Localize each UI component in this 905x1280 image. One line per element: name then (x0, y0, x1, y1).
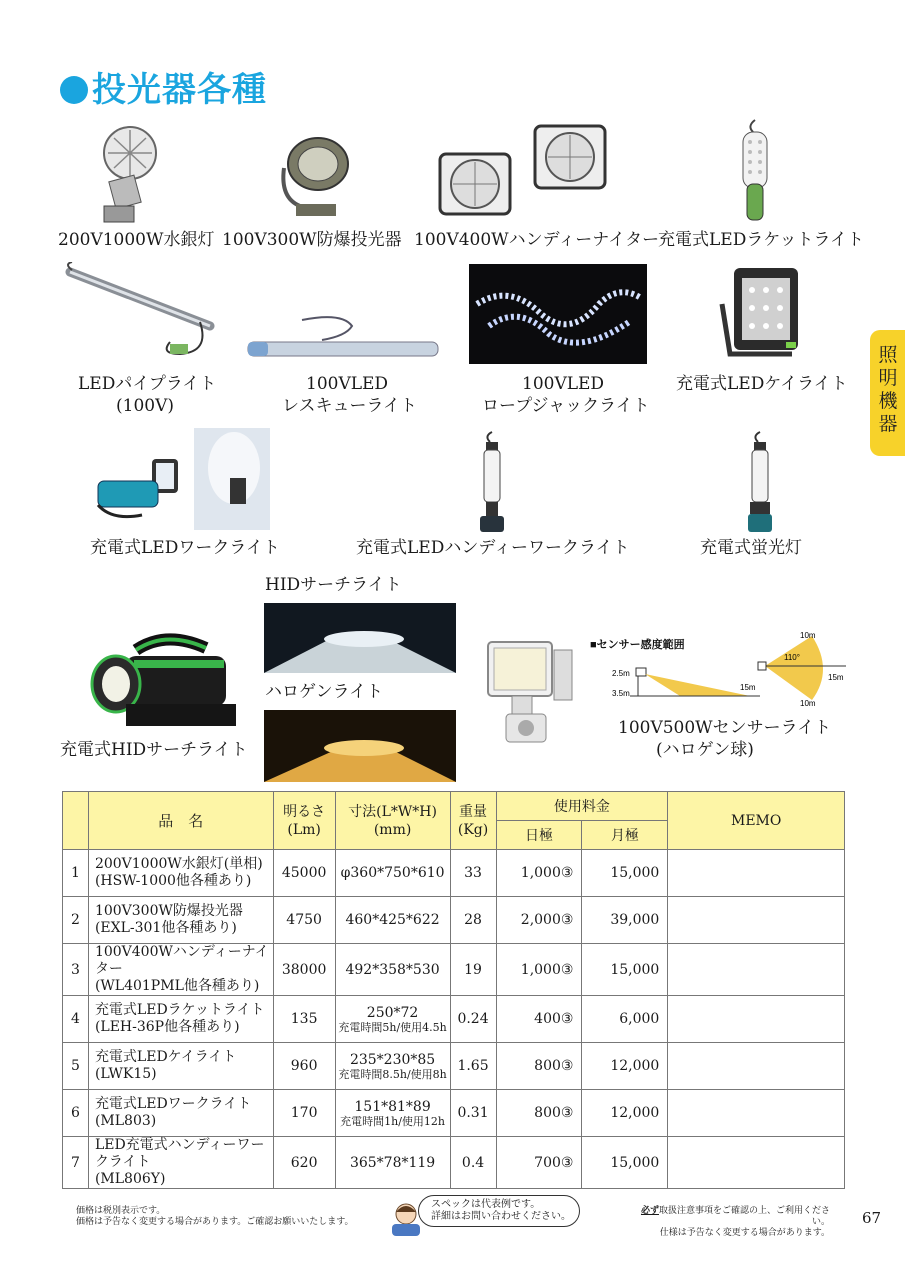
row-weight (450, 996, 496, 1043)
row-weight-text: 33 (464, 865, 482, 881)
table-row (63, 1137, 845, 1189)
row-name-line2: (LEH-36P他各種あり) (94, 1019, 240, 1035)
sensor-distance: 15m (740, 683, 756, 692)
caption-rescue-light-sub: レスキューライト (282, 396, 417, 416)
table-row (63, 996, 845, 1043)
row-brightness-text: 620 (290, 1154, 318, 1171)
rope-light-photo (469, 264, 647, 364)
caption-rescue-light: 100VLED (306, 374, 389, 394)
row-name (88, 897, 273, 944)
row-number-text: 5 (71, 1058, 80, 1074)
row-name (88, 1090, 273, 1137)
row-brightness-text: 38000 (281, 961, 327, 978)
header-no (63, 792, 89, 850)
row-day-fee (496, 1090, 582, 1137)
row-name-line1: 充電式LEDワークライト (94, 1096, 252, 1112)
row-brightness-text: 170 (290, 1105, 318, 1121)
hid-search-light-photo (264, 603, 456, 673)
halogen-light-photo (264, 710, 456, 782)
row-day-fee (496, 1043, 582, 1090)
row-size-note: 充電時間8.5h/使用8h (338, 1067, 447, 1081)
table-row (63, 897, 845, 944)
row-memo (668, 1090, 845, 1137)
row-name-line1: 200V1000W水銀灯(単相) (94, 856, 263, 872)
sensor-radius-mid: 15m (828, 673, 844, 682)
row-size (335, 996, 450, 1043)
caption-halogen-light: ハロゲンライト (265, 682, 384, 702)
row-memo (668, 1043, 845, 1090)
header-memo: MEMO (668, 792, 845, 850)
row-weight-text: 0.31 (457, 1105, 489, 1121)
row-size (335, 944, 450, 996)
sensor-height-1: 2.5m (612, 669, 630, 678)
footer-price-note: 価格は予告なく変更する場合があります。ご確認お願いいたします。 (76, 1217, 354, 1227)
row-number-text: 6 (71, 1105, 80, 1121)
row-size-text: φ360*750*610 (340, 865, 445, 881)
row-day-fee-text: 1,000③ (520, 865, 574, 881)
table-row (63, 1090, 845, 1137)
row-name-line1: LED充電式ハンディーワークライト (94, 1137, 265, 1170)
row-memo (668, 1137, 845, 1189)
row-day-fee-text: 800③ (534, 1058, 574, 1074)
row-brightness-text: 135 (290, 1011, 318, 1027)
row-day-fee-text: 1,000③ (520, 961, 574, 978)
row-number (63, 1137, 89, 1189)
row-brightness (273, 996, 335, 1043)
footer-caution-text: 取扱注意事項をご確認の上、ご利用ください。 (658, 1206, 830, 1227)
row-weight (450, 1090, 496, 1137)
row-number-text: 4 (71, 1011, 80, 1027)
header-name: 品 名 (88, 792, 273, 850)
page-title: 投光器各種 (60, 62, 267, 111)
row-day-fee-text: 2,000③ (520, 912, 574, 928)
row-number-text: 2 (71, 912, 80, 928)
row-memo (668, 850, 845, 897)
row-name (88, 944, 273, 996)
caption-mercury-lamp: 200V1000W水銀灯 (58, 230, 215, 250)
caption-pipe-light-sub: (100V) (116, 396, 174, 416)
caption-racket-light: 充電式LEDラケットライト (658, 230, 864, 250)
row-name (88, 996, 273, 1043)
row-number (63, 1090, 89, 1137)
row-memo (668, 996, 845, 1043)
row-size-text: 492*358*530 (345, 961, 440, 978)
row-month-fee-text: 15,000 (610, 961, 660, 978)
row-name-line1: 充電式LEDケイライト (94, 1049, 237, 1065)
row-brightness (273, 1043, 335, 1090)
row-size-text: 235*230*85 (349, 1051, 436, 1068)
row-weight (450, 944, 496, 996)
row-size-text: 250*72 (366, 1004, 419, 1021)
row-name-line1: 充電式LEDラケットライト (94, 1002, 265, 1018)
row-name-line2: (ML803) (94, 1113, 157, 1129)
rescue-light-image (242, 312, 442, 372)
footer-caution (624, 1206, 830, 1228)
row-name-line2: (LWK15) (94, 1066, 157, 1082)
row-month-fee-text: 15,000 (610, 1154, 660, 1171)
row-brightness (273, 1090, 335, 1137)
row-weight (450, 850, 496, 897)
row-month-fee-text: 12,000 (610, 1058, 660, 1074)
header-day: 日極 (496, 821, 582, 850)
table-row (63, 1043, 845, 1090)
caption-rope-light: 100VLED (522, 374, 605, 394)
header-brightness: 明るさ (Lm) (273, 792, 335, 850)
row-number (63, 897, 89, 944)
header-size: 寸法(L*W*H) (mm) (335, 792, 450, 850)
row-month-fee-text: 39,000 (610, 912, 660, 928)
caption-rechargeable-hid: 充電式HIDサーチライト (60, 740, 248, 760)
row-brightness (273, 850, 335, 897)
row-brightness (273, 897, 335, 944)
row-day-fee (496, 897, 582, 944)
row-month-fee-text: 12,000 (610, 1105, 660, 1121)
caption-kei-light: 充電式LEDケイライト (676, 374, 848, 394)
led-work-light-image (92, 455, 182, 525)
sensor-radius-bottom: 10m (800, 699, 816, 708)
caption-work-light: 充電式LEDワークライト (90, 538, 280, 558)
row-month-fee (582, 850, 668, 897)
row-number-text: 3 (71, 961, 80, 978)
spec-table (62, 791, 845, 1189)
row-memo (668, 944, 845, 996)
row-size (335, 897, 450, 944)
spec-speech-bubble (418, 1195, 580, 1227)
row-weight-text: 19 (464, 961, 482, 978)
footer-caution-emphasis: 必ず (640, 1206, 659, 1216)
footer-tax-note: 価格は税別表示です。 (76, 1206, 166, 1216)
bullet-icon (60, 76, 88, 104)
footer-spec-note: 仕様は予告なく変更する場合があります。 (659, 1228, 830, 1238)
row-name (88, 1043, 273, 1090)
row-weight-text: 0.4 (461, 1154, 485, 1171)
row-weight-text: 0.24 (457, 1011, 489, 1027)
row-day-fee-text: 400③ (534, 1011, 574, 1027)
caption-handy-nighter: 100V400Wハンディーナイター (414, 230, 660, 250)
row-name-line2: (ML806Y) (94, 1171, 166, 1187)
row-size-note: 充電時間1h/使用12h (340, 1114, 446, 1128)
row-day-fee (496, 996, 582, 1043)
row-brightness (273, 1137, 335, 1189)
table-row (63, 944, 845, 996)
row-number-text: 7 (71, 1154, 80, 1171)
mercury-lamp-image (90, 118, 170, 228)
caption-sensor-light: 100V500Wセンサーライト (618, 718, 832, 738)
row-name-line2: (EXL-301他各種あり) (94, 920, 237, 936)
sensor-diagram-title: ■センサー感度範囲 (590, 639, 685, 651)
caption-sensor-light-sub: (ハロゲン球) (656, 740, 754, 760)
row-day-fee-text: 800③ (534, 1105, 574, 1121)
row-size-text: 365*78*119 (349, 1154, 436, 1171)
header-month: 月極 (582, 821, 668, 850)
caption-pipe-light: LEDパイプライト (78, 374, 217, 394)
led-kei-light-image (712, 264, 802, 364)
sensor-range-diagram (590, 630, 850, 710)
sensor-height-2: 3.5m (612, 689, 630, 698)
sensor-angle: 110° (784, 653, 800, 662)
row-number (63, 996, 89, 1043)
handy-nighter-image (435, 118, 615, 218)
row-weight (450, 1137, 496, 1189)
caption-handy-work-light: 充電式LEDハンディーワークライト (356, 538, 630, 558)
row-size (335, 1090, 450, 1137)
row-brightness-text: 45000 (281, 865, 327, 881)
row-month-fee (582, 1137, 668, 1189)
row-month-fee-text: 15,000 (610, 865, 660, 881)
table-row (63, 850, 845, 897)
section-tab-label: 照明機器 (878, 344, 898, 435)
row-size-text: 460*425*622 (345, 912, 440, 928)
row-day-fee (496, 850, 582, 897)
row-month-fee (582, 1043, 668, 1090)
row-name-line2: (HSW-1000他各種あり) (94, 873, 252, 889)
row-weight (450, 897, 496, 944)
row-number (63, 944, 89, 996)
row-name (88, 1137, 273, 1189)
row-number (63, 850, 89, 897)
led-pipe-light-image (60, 262, 220, 362)
row-month-fee (582, 1090, 668, 1137)
row-name-line1: 100V400Wハンディーナイター (94, 944, 269, 977)
footer-note-right (624, 1206, 830, 1239)
section-tab[interactable] (870, 330, 905, 456)
caption-explosion-proof: 100V300W防爆投光器 (222, 230, 402, 250)
led-handy-work-light-image (472, 430, 512, 534)
row-brightness (273, 944, 335, 996)
led-racket-light-image (735, 118, 775, 222)
row-brightness-text: 960 (290, 1058, 318, 1074)
row-month-fee (582, 897, 668, 944)
row-day-fee (496, 944, 582, 996)
row-number-text: 1 (71, 865, 80, 881)
hid-search-light-image (86, 630, 246, 734)
row-name-line1: 100V300W防爆投光器 (94, 903, 243, 919)
row-size (335, 850, 450, 897)
row-day-fee (496, 1137, 582, 1189)
row-day-fee-text: 700③ (534, 1154, 574, 1171)
row-size-text: 151*81*89 (354, 1098, 431, 1115)
caption-fluorescent: 充電式蛍光灯 (700, 538, 802, 558)
row-number (63, 1043, 89, 1090)
row-month-fee (582, 996, 668, 1043)
page-number: 67 (862, 1209, 882, 1227)
row-weight (450, 1043, 496, 1090)
row-size (335, 1137, 450, 1189)
caption-hid-search-light: HIDサーチライト (265, 575, 402, 595)
row-name (88, 850, 273, 897)
work-light-usage-photo (194, 428, 270, 530)
row-weight-text: 28 (464, 912, 482, 928)
sensor-radius-top: 10m (800, 631, 816, 640)
bubble-line-2: 詳細はお問い合わせください。 (431, 1211, 571, 1222)
bubble-line-1: スペックは代表例です。 (431, 1199, 541, 1210)
row-size (335, 1043, 450, 1090)
row-memo (668, 897, 845, 944)
row-month-fee (582, 944, 668, 996)
row-month-fee-text: 6,000 (619, 1011, 660, 1027)
row-size-note: 充電時間5h/使用4.5h (338, 1020, 447, 1034)
fluorescent-light-image (740, 430, 780, 534)
row-weight-text: 1.65 (457, 1058, 489, 1074)
sensor-light-image (484, 636, 576, 746)
explosion-proof-floodlight-image (270, 128, 360, 223)
header-weight: 重量 (Kg) (450, 792, 496, 850)
header-fee: 使用料金 (496, 792, 668, 821)
row-name-line2: (WL401PML他各種あり) (94, 978, 260, 994)
row-brightness-text: 4750 (286, 912, 322, 928)
footer-note-left (76, 1206, 354, 1228)
caption-rope-light-sub: ロープジャックライト (482, 396, 650, 416)
